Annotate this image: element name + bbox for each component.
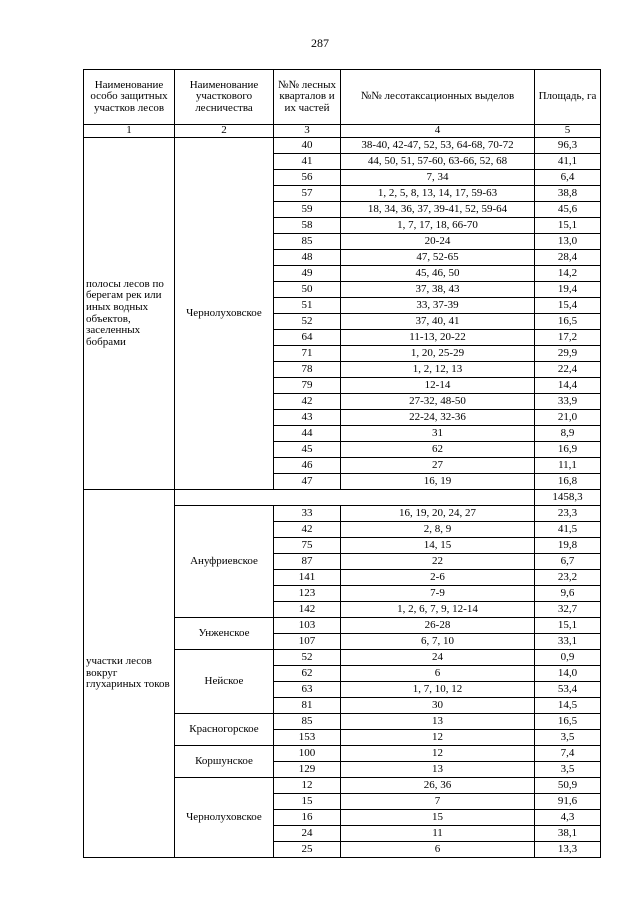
quarter-cell: 87 [274, 554, 341, 570]
header-allotments: №№ лесотаксационных выделов [341, 70, 535, 125]
area-cell: 38,1 [535, 826, 601, 842]
quarter-cell: 48 [274, 250, 341, 266]
quarter-cell: 43 [274, 410, 341, 426]
col-number: 4 [341, 125, 535, 138]
area-cell: 14,4 [535, 378, 601, 394]
quarter-cell: 16 [274, 810, 341, 826]
quarter-cell: 153 [274, 730, 341, 746]
allotments-cell: 38-40, 42-47, 52, 53, 64-68, 70-72 [341, 138, 535, 154]
area-cell: 14,0 [535, 666, 601, 682]
area-cell: 16,5 [535, 714, 601, 730]
table-body [84, 138, 601, 858]
allotments-cell: 37, 40, 41 [341, 314, 535, 330]
allotments-cell: 22 [341, 554, 535, 570]
quarter-cell: 71 [274, 346, 341, 362]
allotments-cell: 1, 7, 10, 12 [341, 682, 535, 698]
allotments-cell: 12 [341, 746, 535, 762]
area-cell: 3,5 [535, 762, 601, 778]
allotments-cell: 1, 2, 5, 8, 13, 14, 17, 59-63 [341, 186, 535, 202]
quarter-cell: 41 [274, 154, 341, 170]
allotments-cell: 31 [341, 426, 535, 442]
area-cell: 38,8 [535, 186, 601, 202]
area-cell: 45,6 [535, 202, 601, 218]
allotments-cell: 7-9 [341, 586, 535, 602]
quarter-cell: 123 [274, 586, 341, 602]
quarter-cell: 51 [274, 298, 341, 314]
allotments-cell: 6 [341, 666, 535, 682]
area-cell: 96,3 [535, 138, 601, 154]
allotments-cell: 1, 2, 6, 7, 9, 12-14 [341, 602, 535, 618]
quarter-cell: 142 [274, 602, 341, 618]
allotments-cell: 16, 19, 20, 24, 27 [341, 506, 535, 522]
allotments-cell: 24 [341, 650, 535, 666]
col-number: 3 [274, 125, 341, 138]
allotments-cell: 27 [341, 458, 535, 474]
quarter-cell: 45 [274, 442, 341, 458]
area-cell: 6,4 [535, 170, 601, 186]
quarter-cell: 42 [274, 394, 341, 410]
quarter-cell: 141 [274, 570, 341, 586]
quarter-cell: 25 [274, 842, 341, 858]
quarter-cell: 33 [274, 506, 341, 522]
allotments-cell: 2-6 [341, 570, 535, 586]
allotments-cell: 62 [341, 442, 535, 458]
allotments-cell: 22-24, 32-36 [341, 410, 535, 426]
quarter-cell: 44 [274, 426, 341, 442]
allotments-cell: 1, 2, 12, 13 [341, 362, 535, 378]
quarter-cell: 64 [274, 330, 341, 346]
area-cell: 16,5 [535, 314, 601, 330]
quarter-cell: 40 [274, 138, 341, 154]
allotments-cell: 2, 8, 9 [341, 522, 535, 538]
allotments-cell: 16, 19 [341, 474, 535, 490]
forestry-cell: Чернолуховское [175, 138, 274, 490]
area-cell: 13,3 [535, 842, 601, 858]
table-row [84, 138, 601, 154]
area-cell: 19,4 [535, 282, 601, 298]
allotments-cell: 1, 20, 25-29 [341, 346, 535, 362]
table-header-row [84, 70, 601, 125]
category-cell: участки лесов вокруг глухариных токов [84, 490, 175, 858]
allotments-cell: 45, 46, 50 [341, 266, 535, 282]
area-cell: 23,3 [535, 506, 601, 522]
empty-cell [175, 490, 535, 506]
allotments-cell: 20-24 [341, 234, 535, 250]
area-cell: 21,0 [535, 410, 601, 426]
quarter-cell: 12 [274, 778, 341, 794]
area-cell: 91,6 [535, 794, 601, 810]
category-cell: полосы лесов по берегам рек или иных водных объектов, заселенных бобрами [84, 138, 175, 490]
allotments-cell: 18, 34, 36, 37, 39-41, 52, 59-64 [341, 202, 535, 218]
allotments-cell: 12-14 [341, 378, 535, 394]
forestry-cell: Коршунское [175, 746, 274, 778]
allotments-cell: 30 [341, 698, 535, 714]
allotments-cell: 13 [341, 714, 535, 730]
quarter-cell: 47 [274, 474, 341, 490]
quarter-cell: 57 [274, 186, 341, 202]
allotments-cell: 6 [341, 842, 535, 858]
area-cell: 6,7 [535, 554, 601, 570]
col-number: 1 [84, 125, 175, 138]
column-number-row [84, 125, 601, 138]
area-cell: 28,4 [535, 250, 601, 266]
quarter-cell: 129 [274, 762, 341, 778]
allotments-cell: 12 [341, 730, 535, 746]
quarter-cell: 56 [274, 170, 341, 186]
quarter-cell: 50 [274, 282, 341, 298]
area-cell: 4,3 [535, 810, 601, 826]
area-cell: 33,1 [535, 634, 601, 650]
area-cell: 9,6 [535, 586, 601, 602]
area-cell: 22,4 [535, 362, 601, 378]
col-number: 5 [535, 125, 601, 138]
area-cell: 53,4 [535, 682, 601, 698]
area-cell: 17,2 [535, 330, 601, 346]
area-cell: 29,9 [535, 346, 601, 362]
quarter-cell: 62 [274, 666, 341, 682]
area-cell: 0,9 [535, 650, 601, 666]
quarter-cell: 15 [274, 794, 341, 810]
area-cell: 16,9 [535, 442, 601, 458]
area-cell: 41,5 [535, 522, 601, 538]
area-cell: 16,8 [535, 474, 601, 490]
area-cell: 19,8 [535, 538, 601, 554]
area-cell: 15,1 [535, 618, 601, 634]
quarter-cell: 46 [274, 458, 341, 474]
quarter-cell: 63 [274, 682, 341, 698]
allotments-cell: 11-13, 20-22 [341, 330, 535, 346]
allotments-cell: 6, 7, 10 [341, 634, 535, 650]
forestry-cell: Чернолуховское [175, 778, 274, 858]
allotments-cell: 26, 36 [341, 778, 535, 794]
quarter-cell: 100 [274, 746, 341, 762]
area-cell: 33,9 [535, 394, 601, 410]
quarter-cell: 42 [274, 522, 341, 538]
allotments-cell: 33, 37-39 [341, 298, 535, 314]
allotments-cell: 47, 52-65 [341, 250, 535, 266]
area-cell: 7,4 [535, 746, 601, 762]
header-quarters: №№ лесных кварталов и их частей [274, 70, 341, 125]
allotments-cell: 26-28 [341, 618, 535, 634]
forestry-cell: Ануфриевское [175, 506, 274, 618]
quarter-cell: 75 [274, 538, 341, 554]
area-cell: 13,0 [535, 234, 601, 250]
quarter-cell: 78 [274, 362, 341, 378]
quarter-cell: 59 [274, 202, 341, 218]
area-cell: 50,9 [535, 778, 601, 794]
forestry-cell: Нейское [175, 650, 274, 714]
quarter-cell: 52 [274, 650, 341, 666]
quarter-cell: 52 [274, 314, 341, 330]
area-cell: 23,2 [535, 570, 601, 586]
area-cell: 11,1 [535, 458, 601, 474]
page-number: 287 [311, 36, 329, 50]
quarter-cell: 49 [274, 266, 341, 282]
allotments-cell: 14, 15 [341, 538, 535, 554]
area-cell: 32,7 [535, 602, 601, 618]
allotments-cell: 27-32, 48-50 [341, 394, 535, 410]
allotments-cell: 1, 7, 17, 18, 66-70 [341, 218, 535, 234]
area-cell: 14,2 [535, 266, 601, 282]
forestry-cell: Унженское [175, 618, 274, 650]
total-area-cell: 1458,3 [535, 490, 601, 506]
quarter-cell: 24 [274, 826, 341, 842]
area-cell: 41,1 [535, 154, 601, 170]
quarter-cell: 81 [274, 698, 341, 714]
quarter-cell: 103 [274, 618, 341, 634]
area-cell: 3,5 [535, 730, 601, 746]
table-row [84, 490, 601, 506]
protected-forest-table [83, 69, 601, 858]
allotments-cell: 7, 34 [341, 170, 535, 186]
forestry-cell: Красногорское [175, 714, 274, 746]
quarter-cell: 85 [274, 234, 341, 250]
area-cell: 15,1 [535, 218, 601, 234]
allotments-cell: 44, 50, 51, 57-60, 63-66, 52, 68 [341, 154, 535, 170]
quarter-cell: 58 [274, 218, 341, 234]
allotments-cell: 37, 38, 43 [341, 282, 535, 298]
quarter-cell: 107 [274, 634, 341, 650]
allotments-cell: 13 [341, 762, 535, 778]
area-cell: 15,4 [535, 298, 601, 314]
allotments-cell: 7 [341, 794, 535, 810]
header-forestry: Наименование участкового лесничества [175, 70, 274, 125]
area-cell: 8,9 [535, 426, 601, 442]
quarter-cell: 79 [274, 378, 341, 394]
allotments-cell: 15 [341, 810, 535, 826]
allotments-cell: 11 [341, 826, 535, 842]
header-area: Площадь, га [535, 70, 601, 125]
col-number: 2 [175, 125, 274, 138]
area-cell: 14,5 [535, 698, 601, 714]
header-category: Наименование особо защитных участков лесов [84, 70, 175, 125]
quarter-cell: 85 [274, 714, 341, 730]
